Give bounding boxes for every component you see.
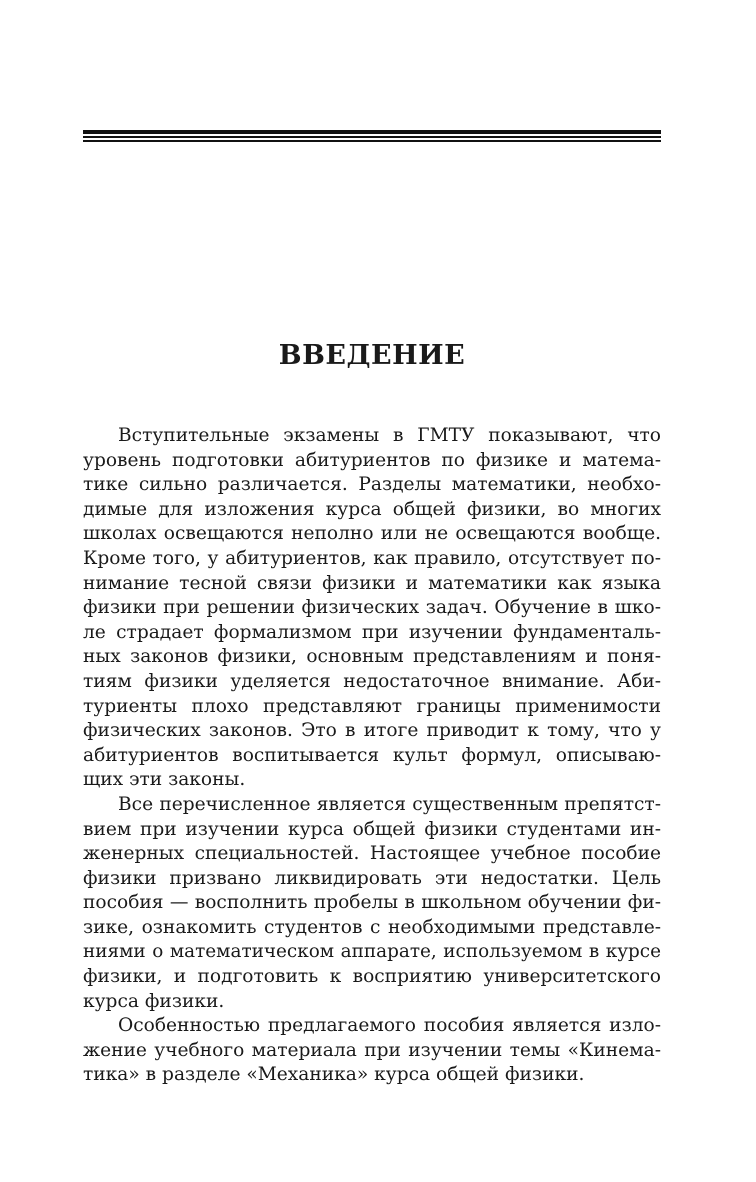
text-line: ных законов физики, основным представлениям и поня-: [83, 646, 661, 668]
text-line: туриенты плохо представляют границы применимости: [83, 695, 661, 717]
text-line: уровень подготовки абитуриентов по физике и матема-: [83, 449, 661, 471]
text-line: Вступительные экзамены в ГМТУ показывают, что: [118, 425, 661, 446]
text-line: пособия — восполнить пробелы в школьном обучении фи-: [83, 892, 661, 914]
text-line: курса физики.: [83, 990, 225, 1012]
text-line: школах освещаются неполно или не освещаются вообще.: [83, 523, 661, 545]
text-line: зике, ознакомить студентов с необходимыми представле-: [83, 916, 661, 938]
text-line: физики при решении физических задач. Обучение в шко-: [83, 597, 661, 619]
text-line: Все перечисленное является существенным препятст-: [118, 793, 661, 815]
header-rule: [83, 130, 661, 142]
page-title: ВВЕДЕНИЕ: [278, 340, 466, 371]
text-line: физики призвано ликвидировать эти недостатки. Цель: [83, 867, 661, 889]
text-line: нимание тесной связи физики и математики как языка: [83, 572, 661, 594]
text-line: женерных специальностей. Настоящее учебное пособие: [83, 843, 661, 865]
header-rule-thin: [83, 136, 661, 138]
text-line: Кроме того, у абитуриентов, как правило, отсутствует по-: [83, 547, 661, 569]
text-line: димые для изложения курса общей физики, во многих: [83, 498, 661, 520]
text-line: вием при изучении курса общей физики студентами ин-: [83, 818, 661, 840]
text-line: ле страдает формализмом при изучении фундаменталь-: [83, 621, 661, 643]
text-line: Особенностью предлагаемого пособия является изло-: [118, 1015, 661, 1037]
text-line: физики, и подготовить к восприятию университетского: [83, 966, 661, 988]
text-line: абитуриентов воспитывается культ формул, описываю-: [83, 744, 661, 766]
text-line: тике сильно различается. Разделы математики, необхо-: [83, 474, 661, 496]
text-line: тиям физики уделяется недостаточное внимание. Аби-: [83, 670, 661, 692]
header-rule-thick: [83, 130, 661, 134]
text-line: физических законов. Это в итоге приводит к тому, что у: [83, 720, 661, 742]
text-line: щих эти законы.: [83, 769, 246, 791]
body-text: [83, 424, 661, 1088]
text-line: ниями о математическом аппарате, используемом в курсе: [83, 941, 661, 963]
header-rule-bottom: [83, 140, 661, 142]
text-line: тика» в разделе «Механика» курса общей физики.: [83, 1064, 585, 1086]
text-line: жение учебного материала при изучении темы «Кинема-: [83, 1039, 661, 1061]
